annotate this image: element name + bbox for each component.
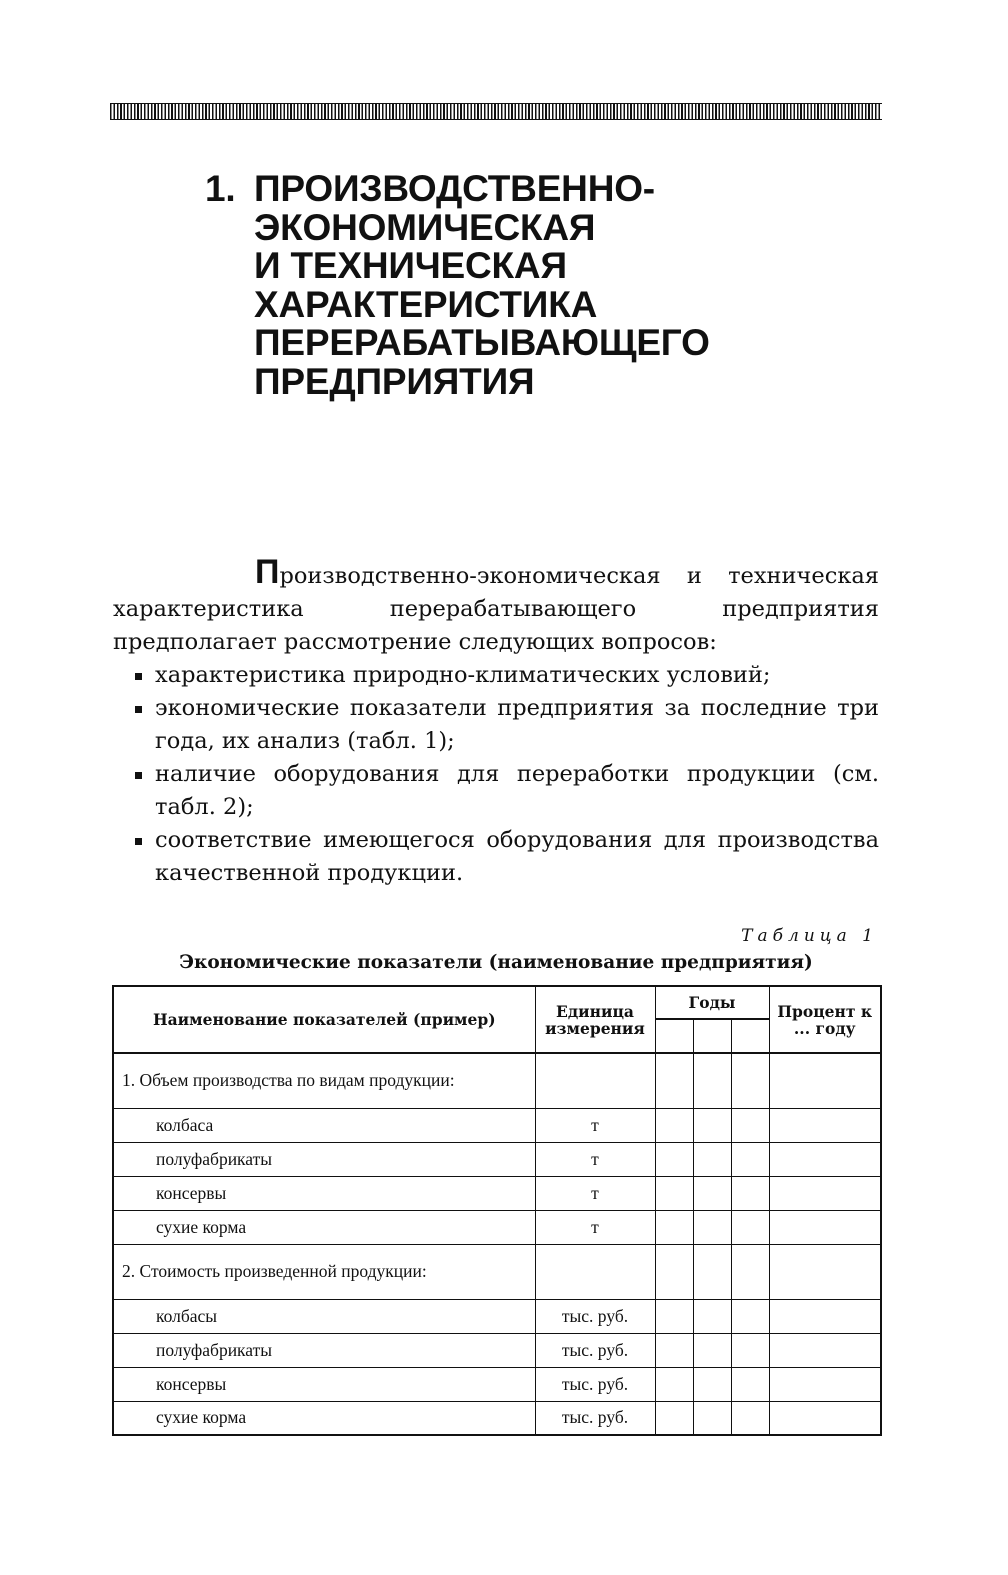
header-unit: Единица измерения <box>535 986 655 1053</box>
table-label: Таблица 1 <box>741 926 878 946</box>
chapter-number: 1. <box>205 168 236 209</box>
header-percent: Процент к ... году <box>769 986 881 1053</box>
table-row: колбаса т <box>113 1108 881 1142</box>
list-item: экономические показатели предприятия за последние три года, их анализ (табл. 1); <box>113 692 879 758</box>
decorative-header-rule <box>110 103 882 120</box>
table-row: сухие корма тыс. руб. <box>113 1401 881 1435</box>
table-row: 2. Стоимость произведенной продукции: <box>113 1244 881 1299</box>
header-year-cell <box>731 1019 769 1053</box>
list-item: характеристика природно-климатических условий; <box>113 659 879 692</box>
square-bullet-icon <box>135 706 142 713</box>
drop-letter: П <box>255 553 280 591</box>
chapter-title-line: ПРОИЗВОДСТВЕННО- <box>254 168 655 209</box>
table-row: консервы т <box>113 1176 881 1210</box>
table-row: сухие корма т <box>113 1210 881 1244</box>
chapter-title-line: ПРЕДПРИЯТИЯ <box>254 360 535 402</box>
header-year-cell <box>693 1019 731 1053</box>
chapter-title-line: ПЕРЕРАБАТЫВАЮЩЕГО <box>254 322 710 363</box>
table-row: полуфабрикаты т <box>113 1142 881 1176</box>
header-years: Годы <box>655 986 769 1019</box>
table-row: 1. Объем производства по видам продукции: <box>113 1053 881 1108</box>
body-text <box>113 553 879 890</box>
chapter-title-line: ХАРАКТЕРИСТИКА <box>254 283 598 325</box>
table-title: Экономические показатели (наименование предприятия) <box>179 952 813 973</box>
square-bullet-icon <box>135 673 142 680</box>
header-year-cell <box>655 1019 693 1053</box>
economic-indicators-table <box>112 985 882 1436</box>
table-row: консервы тыс. руб. <box>113 1367 881 1401</box>
intro-paragraph <box>113 553 879 659</box>
header-indicator-name: Наименование показателей (пример) <box>113 986 535 1053</box>
bullet-list <box>113 659 879 890</box>
list-item: наличие оборудования для переработки продукции (см. табл. 2); <box>113 758 879 824</box>
chapter-title-line: ЭКОНОМИЧЕСКАЯ <box>254 206 596 248</box>
intro-text: роизводственно-экономическая и техническая характеристика перерабатывающего предприятия предполагает рассмотрение следующих вопросов: <box>113 563 879 655</box>
list-item: соответствие имеющегося оборудования для производства качественной продукции. <box>113 824 879 890</box>
square-bullet-icon <box>135 838 142 845</box>
table-row: полуфабрикаты тыс. руб. <box>113 1333 881 1367</box>
table-row: колбасы тыс. руб. <box>113 1299 881 1333</box>
square-bullet-icon <box>135 772 142 779</box>
chapter-title-line: И ТЕХНИЧЕСКАЯ <box>254 245 567 286</box>
